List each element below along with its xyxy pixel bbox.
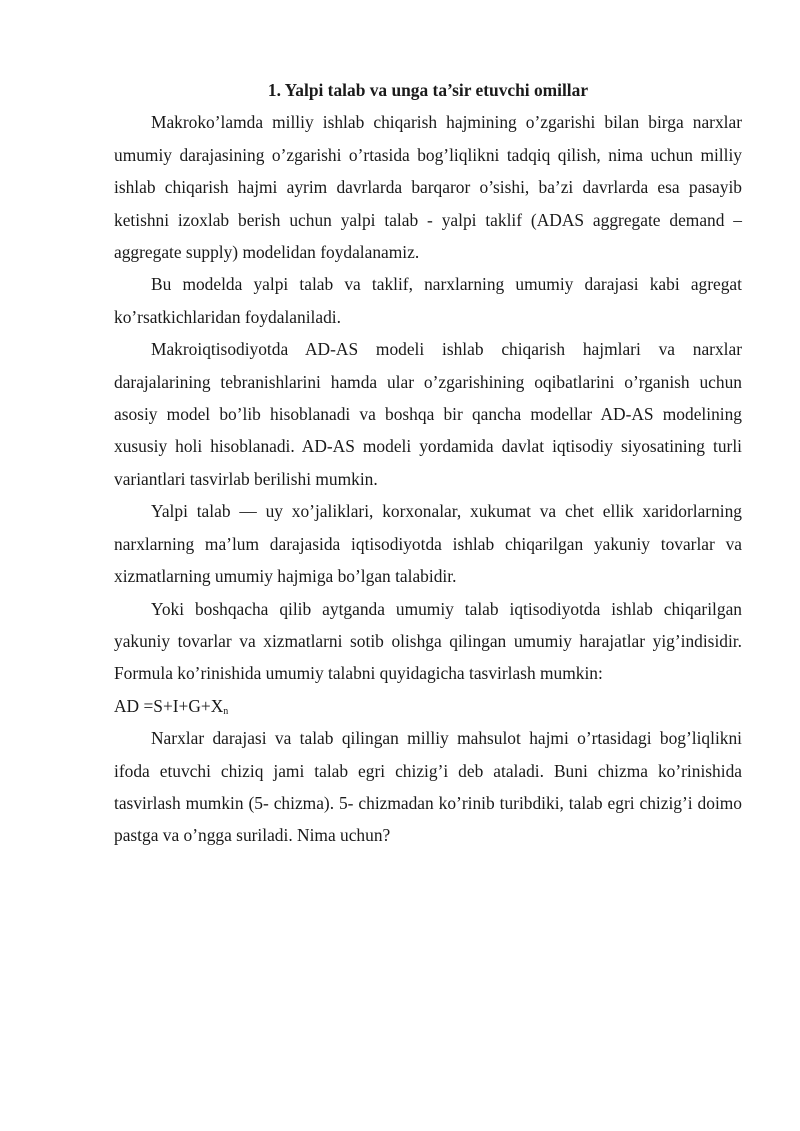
paragraph-2: Bu modelda yalpi talab va taklif, narxlarning umumiy darajasi kabi agregat ko’rsatkichlaridan foydalaniladi. [114, 274, 742, 327]
document-page [114, 74, 742, 852]
paragraph-4: Yalpi talab — uy xo’jaliklari, korxonalar, xukumat va chet ellik xaridorlarning narxlarning ma’lum darajasida iqtisodiyotda ishlab chiqarilgan yakuniy tovarlar va xizmatlarning umumiy hajmiga bo’lgan talabidir. [114, 501, 742, 587]
paragraph-1: Makroko’lamda milliy ishlab chiqarish hajmining o’zgarishi bilan birga narxlar umumiy darajasining o’zgarishi o’rtasida bog’liqlikni tadqiq qilish, nima uchun milliy ishlab chiqarish hajmi ayrim davrlarda barqaror o’sishi, ba’zi davrlarda esa pasayib ketishni izoxlab berish uchun yalpi talab - yalpi taklif (ADAS aggregate demand – aggregate supply) modelidan foydalanamiz. [114, 112, 742, 263]
paragraph-6: Narxlar darajasi va talab qilingan milliy mahsulot hajmi o’rtasidagi bog’liqlikni ifoda etuvchi chiziq jami talab egri chizig’i deb ataladi. Buni chizma ko’rinishida tasvirlash mumkin (5- chizma). 5- chizmadan ko’rinib turibdiki, talab egri chizig’i doimo pastga va o’ngga suriladi. Nima uchun? [114, 728, 742, 846]
formula-subscript: n [223, 705, 229, 717]
paragraph-3: Makroiqtisodiyotda AD-AS modeli ishlab chiqarish hajmlari va narxlar darajalarining tebranishlarini hamda ular o’zgarishining oqibatlarini o’rganish uchun asosiy model bo’lib hisoblanadi va boshqa bir qancha modellar AD-AS modelining xususiy holi hisoblanadi. AD-AS modeli yordamida davlat iqtisodiy siyosatining turli variantlari tasvirlab berilishi mumkin. [114, 339, 742, 489]
section-title: 1. Yalpi talab va unga ta’sir etuvchi omillar [267, 80, 589, 100]
formula [114, 690, 742, 722]
formula-main: AD =S+I+G+X [114, 695, 224, 716]
paragraph-5: Yoki boshqacha qilib aytganda umumiy talab iqtisodiyotda ishlab chiqarilgan yakuniy tovarlar va xizmatlarni sotib olishga qilingan umumiy harajatlar yig’indisidir. Formula ko’rinishida umumiy talabni quyidagicha tasvirlash mumkin: [114, 598, 742, 684]
